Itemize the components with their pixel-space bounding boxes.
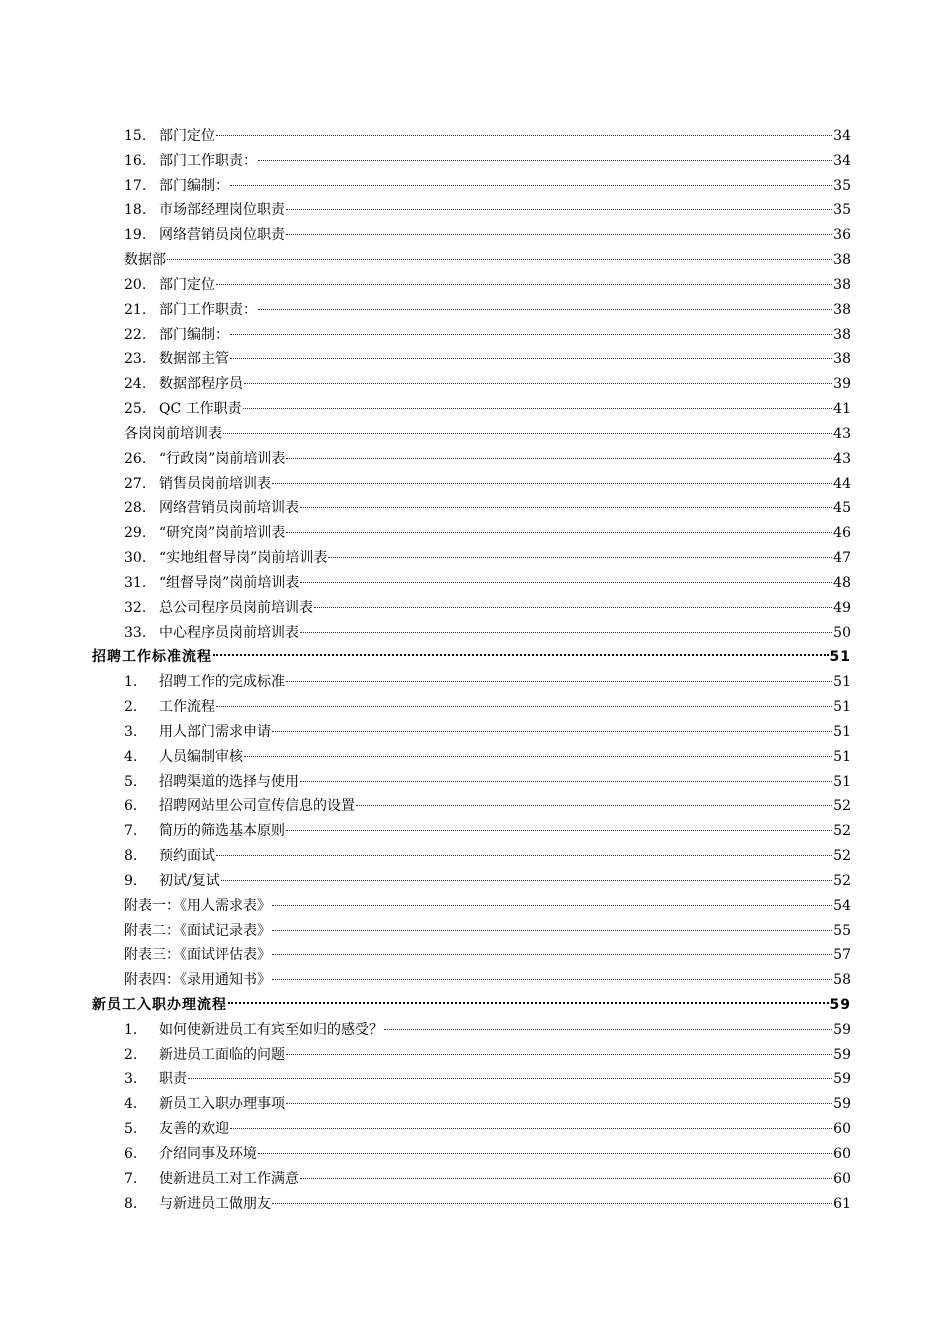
toc-entry-page-number: 49 [833, 599, 851, 616]
toc-entry[interactable] [0, 745, 950, 770]
toc-entry-title: “组督导岗”岗前培训表 [159, 574, 300, 591]
toc-entry[interactable] [0, 397, 950, 422]
toc-entry[interactable] [0, 422, 950, 447]
toc-entry-number: 5. [124, 773, 138, 790]
toc-entry-title: 工作流程 [159, 699, 215, 716]
toc-entry-title: “研究岗”岗前培训表 [159, 525, 286, 542]
dot-leader [300, 1178, 832, 1179]
toc-entry-page-number: 59 [833, 1021, 851, 1038]
toc-entry-title: 数据部主管 [159, 351, 229, 368]
dot-leader [258, 160, 832, 161]
toc-entry-page-number: 58 [833, 972, 851, 989]
toc-entry-page-number: 52 [833, 798, 851, 815]
toc-entry-page-number: 60 [833, 1170, 851, 1187]
toc-entry-title: 招聘工作的完成标准 [159, 674, 285, 691]
toc-entry-number: 30. [124, 550, 147, 567]
toc-entry-title: 中心程序员岗前培训表 [159, 624, 299, 641]
toc-entry[interactable] [0, 149, 950, 174]
dot-leader [228, 1002, 829, 1004]
toc-entry-page-number: 39 [833, 376, 851, 393]
toc-entry-number: 6. [124, 798, 138, 815]
toc-entry-page-number: 43 [833, 425, 851, 442]
toc-entry-page-number: 59 [829, 996, 851, 1013]
toc-entry-title: 各岗岗前培训表 [124, 425, 222, 442]
toc-entry[interactable] [0, 447, 950, 472]
dot-leader [243, 408, 833, 409]
dot-leader [230, 358, 832, 359]
toc-entry-title: 网络营销员岗前培训表 [159, 500, 299, 517]
toc-entry[interactable] [0, 174, 950, 199]
dot-leader [230, 185, 832, 186]
toc-entry-number: 24. [124, 376, 147, 393]
toc-entry-page-number: 38 [833, 276, 851, 293]
toc-entry-title: 与新进员工做朋友 [159, 1195, 271, 1212]
toc-entry-number: 1. [124, 1021, 138, 1038]
dot-leader [272, 930, 832, 931]
dot-leader [328, 557, 832, 558]
toc-entry-title: 新员工入职办理事项 [159, 1096, 285, 1113]
toc-entry-page-number: 51 [833, 699, 851, 716]
toc-entry[interactable] [0, 248, 950, 273]
toc-entry-title: 部门定位 [159, 276, 215, 293]
toc-entry[interactable] [0, 323, 950, 348]
toc-entry-page-number: 51 [829, 649, 851, 666]
toc-entry[interactable] [0, 347, 950, 372]
toc-entry-title: 用人部门需求申请 [159, 723, 271, 740]
dot-leader [286, 1103, 832, 1104]
toc-entry[interactable] [0, 496, 950, 521]
dot-leader [213, 654, 829, 656]
toc-entry[interactable] [0, 298, 950, 323]
toc-entry[interactable] [0, 894, 950, 919]
dot-leader [286, 458, 832, 459]
toc-entry[interactable] [0, 1117, 950, 1142]
dot-leader [286, 532, 832, 533]
toc-entry[interactable] [0, 695, 950, 720]
toc-entry-title: 部门定位 [159, 128, 215, 144]
toc-entry-number: 19. [124, 227, 147, 244]
toc-entry-title: 初试/复试 [159, 872, 220, 889]
toc-entry-page-number: 52 [833, 848, 851, 865]
toc-entry-page-number: 34 [833, 128, 851, 144]
toc-entry[interactable] [0, 621, 950, 646]
toc-entry-page-number: 52 [833, 823, 851, 840]
toc-entry-title: 招聘网站里公司宣传信息的设置 [159, 798, 355, 815]
toc-entry-title: 简历的筛选基本原则 [159, 823, 285, 840]
toc-entry-title: 总公司程序员岗前培训表 [159, 599, 313, 616]
toc-entry-number: 20. [124, 276, 147, 293]
toc-entry-page-number: 55 [833, 922, 851, 939]
toc-entry[interactable] [0, 869, 950, 894]
toc-entry-page-number: 38 [833, 252, 851, 269]
dot-leader [300, 781, 832, 782]
toc-entry-page-number: 38 [833, 326, 851, 343]
toc-entry-title: 附表四：《录用通知书》 [124, 972, 271, 989]
dot-leader [384, 1029, 832, 1030]
toc-entry-number: 17. [124, 177, 147, 194]
toc-entry[interactable] [0, 1067, 950, 1092]
toc-entry-page-number: 43 [833, 450, 851, 467]
toc-entry-number: 23. [124, 351, 147, 368]
dot-leader [216, 855, 832, 856]
toc-entry-number: 2. [124, 1046, 138, 1063]
toc-entry-page-number: 51 [833, 773, 851, 790]
dot-leader [167, 259, 832, 260]
toc-entry[interactable] [0, 596, 950, 621]
toc-entry-page-number: 54 [833, 897, 851, 914]
dot-leader [230, 334, 832, 335]
toc-entry-number: 29. [124, 525, 147, 542]
toc-entry-title: 招聘工作标准流程 [92, 649, 212, 666]
dot-leader [300, 507, 832, 508]
dot-leader [223, 433, 832, 434]
toc-entry-title: 职责 [159, 1071, 187, 1088]
toc-entry-title: 销售员岗前培训表 [159, 475, 271, 492]
toc-entry[interactable] [0, 1018, 950, 1043]
dot-leader [286, 1054, 832, 1055]
toc-entry-title: 部门工作职责： [159, 301, 257, 318]
toc-entry-title: 友善的欢迎 [159, 1121, 229, 1138]
toc-entry-number: 21. [124, 301, 147, 318]
dot-leader [216, 284, 832, 285]
toc-entry-title: 招聘渠道的选择与使用 [159, 773, 299, 790]
dot-leader [300, 582, 832, 583]
toc-entry-number: 22. [124, 326, 147, 343]
toc-entry-number: 3. [124, 723, 138, 740]
toc-entry-number: 7. [124, 823, 138, 840]
toc-entry-number: 31. [124, 574, 147, 591]
toc-entry-number: 3. [124, 1071, 138, 1088]
toc-entry-number: 28. [124, 500, 147, 517]
toc-entry-page-number: 47 [833, 550, 851, 567]
dot-leader [272, 483, 832, 484]
dot-leader [314, 607, 832, 608]
toc-entry-number: 8. [124, 848, 138, 865]
dot-leader [272, 954, 832, 955]
toc-entry-title: 部门编制： [159, 177, 229, 194]
toc-entry-page-number: 51 [833, 748, 851, 765]
toc-entry[interactable] [0, 372, 950, 397]
dot-leader [230, 1128, 832, 1129]
toc-entry[interactable] [0, 521, 950, 546]
toc-entry[interactable] [0, 720, 950, 745]
toc-entry-page-number: 36 [833, 227, 851, 244]
dot-leader [300, 632, 832, 633]
dot-leader [356, 805, 832, 806]
dot-leader [286, 209, 832, 210]
toc-entry-page-number: 60 [833, 1121, 851, 1138]
toc-entry-title: “行政岗”岗前培训表 [159, 450, 286, 467]
toc-entry-title: 使新进员工对工作满意 [159, 1170, 299, 1187]
toc-entry-page-number: 35 [833, 177, 851, 194]
toc-entry[interactable] [0, 546, 950, 571]
toc-entry-number: 7. [124, 1170, 138, 1187]
toc-entry-number: 5. [124, 1121, 138, 1138]
toc-entry-number: 15. [124, 128, 147, 144]
toc-entry-number: 6. [124, 1145, 138, 1162]
toc-entry-page-number: 48 [833, 574, 851, 591]
dot-leader [216, 706, 832, 707]
toc-entry-page-number: 61 [833, 1195, 851, 1212]
dot-leader [244, 383, 832, 384]
toc-entry-title: 附表一：《用人需求表》 [124, 897, 271, 914]
toc-entry[interactable] [0, 273, 950, 298]
toc-entry[interactable] [0, 571, 950, 596]
toc-heading-entry[interactable] [0, 993, 950, 1018]
toc-entry-page-number: 57 [833, 947, 851, 964]
toc-entry-title: 人员编制审核 [159, 748, 243, 765]
toc-entry[interactable] [0, 1192, 950, 1217]
dot-leader [272, 905, 832, 906]
toc-entry-number: 18. [124, 202, 147, 219]
toc-entry-page-number: 59 [833, 1046, 851, 1063]
toc-entry[interactable] [0, 844, 950, 869]
toc-entry-number: 26. [124, 450, 147, 467]
toc-entry-number: 32. [124, 599, 147, 616]
toc-entry-number: 25. [124, 401, 147, 418]
toc-entry[interactable] [0, 943, 950, 968]
toc-entry[interactable] [0, 770, 950, 795]
dot-leader [272, 731, 832, 732]
toc-entry-page-number: 60 [833, 1145, 851, 1162]
dot-leader [286, 830, 832, 831]
toc-entry-page-number: 46 [833, 525, 851, 542]
dot-leader [244, 756, 832, 757]
dot-leader [258, 1153, 832, 1154]
dot-leader [286, 234, 832, 235]
dot-leader [188, 1078, 832, 1079]
toc-entry-page-number: 45 [833, 500, 851, 517]
toc-entry-title: 附表二：《面试记录表》 [124, 922, 271, 939]
toc-entry[interactable] [0, 919, 950, 944]
toc-entry-title: 新进员工面临的问题 [159, 1046, 285, 1063]
toc-entry[interactable] [0, 1092, 950, 1117]
toc-entry-number: 1. [124, 674, 138, 691]
toc-entry-title: 数据部程序员 [159, 376, 243, 393]
toc-entry-page-number: 52 [833, 872, 851, 889]
toc-entry-number: 16. [124, 152, 147, 169]
toc-entry-title: 数据部 [124, 252, 166, 269]
toc-entry-title: 新员工入职办理流程 [92, 996, 227, 1013]
toc-entry[interactable] [0, 794, 950, 819]
toc-entry-title: 介绍同事及环境 [159, 1145, 257, 1162]
toc-entry-page-number: 34 [833, 152, 851, 169]
toc-entry-page-number: 35 [833, 202, 851, 219]
dot-leader [216, 135, 832, 136]
toc-entry-number: 4. [124, 1096, 138, 1113]
toc-entry-title: 附表三：《面试评估表》 [124, 947, 271, 964]
toc-entry[interactable] [0, 1167, 950, 1192]
toc-heading-entry[interactable] [0, 645, 950, 670]
dot-leader [221, 880, 832, 881]
toc-entry-title: QC 工作职责 [159, 401, 242, 418]
toc-entry-title: 市场部经理岗位职责 [159, 202, 285, 219]
toc-entry-number: 8. [124, 1195, 138, 1212]
toc-entry[interactable] [0, 1142, 950, 1167]
dot-leader [272, 1203, 832, 1204]
toc-entry-page-number: 50 [833, 624, 851, 641]
toc-entry[interactable] [0, 670, 950, 695]
toc-entry-title: 网络营销员岗位职责 [159, 227, 285, 244]
toc-entry-title: “实地组督导岗”岗前培训表 [159, 550, 328, 567]
toc-entry-page-number: 59 [833, 1071, 851, 1088]
toc-entry-title: 部门工作职责： [159, 152, 257, 169]
toc-entry-page-number: 44 [833, 475, 851, 492]
dot-leader [286, 681, 832, 682]
toc-entry-number: 2. [124, 699, 138, 716]
toc-entry-number: 33. [124, 624, 147, 641]
toc-entry-page-number: 51 [833, 723, 851, 740]
toc-entry-title: 预约面试 [159, 848, 215, 865]
dot-leader [258, 309, 832, 310]
toc-entry-page-number: 38 [833, 301, 851, 318]
toc-entry[interactable] [0, 124, 950, 149]
toc-entry-number: 9. [124, 872, 138, 889]
toc-entry-page-number: 51 [833, 674, 851, 691]
table-of-contents [0, 124, 950, 1216]
toc-entry[interactable] [0, 819, 950, 844]
toc-entry-page-number: 41 [833, 401, 851, 418]
toc-entry-number: 4. [124, 748, 138, 765]
toc-entry[interactable] [0, 223, 950, 248]
dot-leader [272, 979, 832, 980]
toc-entry-title: 部门编制： [159, 326, 229, 343]
toc-entry-number: 27. [124, 475, 147, 492]
toc-entry-page-number: 59 [833, 1096, 851, 1113]
toc-entry-title: 如何使新进员工有宾至如归的感受？ [159, 1021, 383, 1038]
toc-entry[interactable] [0, 1043, 950, 1068]
toc-entry[interactable] [0, 968, 950, 993]
toc-entry[interactable] [0, 472, 950, 497]
toc-entry-page-number: 38 [833, 351, 851, 368]
toc-entry[interactable] [0, 198, 950, 223]
